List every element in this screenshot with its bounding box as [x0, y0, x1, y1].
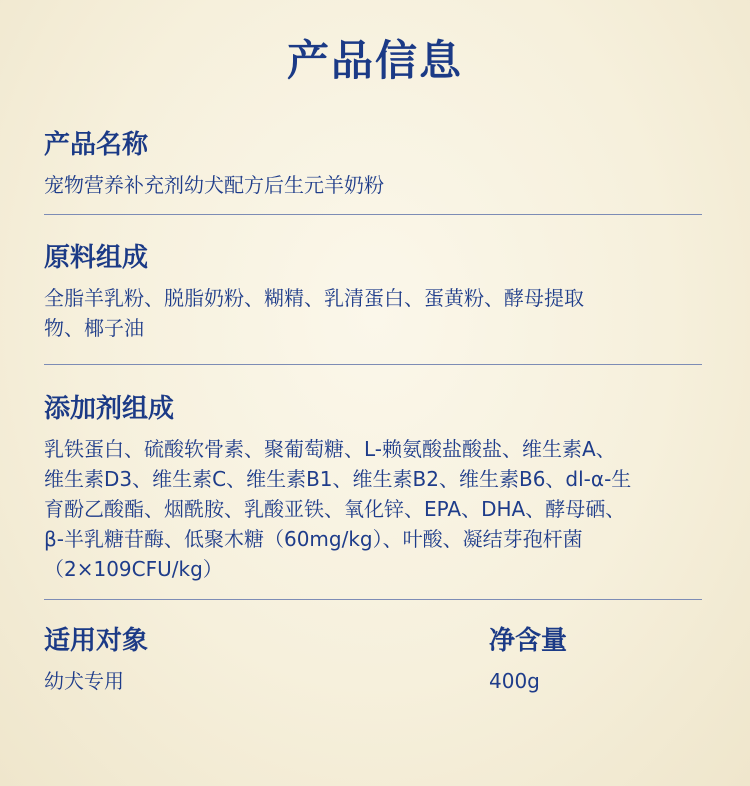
product-name-section	[44, 128, 704, 200]
ingredients-label: 原料组成	[44, 243, 149, 273]
additives-label: 添加剂组成	[44, 394, 175, 424]
additives-text	[44, 434, 704, 584]
target-value: 幼犬专用	[44, 669, 124, 693]
divider	[44, 599, 702, 600]
target-section	[44, 624, 344, 696]
target-label: 适用对象	[44, 626, 149, 656]
additives-line: β-半乳糖苷酶、低聚木糖（60mg/kg）、叶酸、凝结芽孢杆菌	[44, 527, 583, 551]
ingredients-line: 物、椰子油	[44, 316, 144, 340]
divider	[44, 364, 702, 365]
additives-line: （2×109CFU/kg）	[44, 557, 223, 581]
divider	[44, 214, 702, 215]
additives-line: 育酚乙酸酯、烟酰胺、乳酸亚铁、氧化锌、EPA、DHA、酵母硒、	[44, 497, 626, 521]
product-name-label: 产品名称	[44, 130, 149, 160]
net-weight-label: 净含量	[489, 626, 568, 656]
additives-section	[44, 392, 704, 584]
additives-line: 维生素D3、维生素C、维生素B1、维生素B2、维生素B6、dl-α-生	[44, 467, 632, 491]
product-name-value: 宠物营养补充剂幼犬配方后生元羊奶粉	[44, 173, 384, 197]
ingredients-section	[44, 241, 704, 343]
net-weight-value: 400g	[489, 669, 540, 693]
ingredients-text	[44, 283, 704, 343]
page-title: 产品信息	[286, 36, 463, 85]
additives-line: 乳铁蛋白、硫酸软骨素、聚葡萄糖、L-赖氨酸盐酸盐、维生素A、	[44, 437, 616, 461]
ingredients-line: 全脂羊乳粉、脱脂奶粉、糊精、乳清蛋白、蛋黄粉、酵母提取	[44, 286, 584, 310]
net-weight-section	[489, 624, 709, 696]
